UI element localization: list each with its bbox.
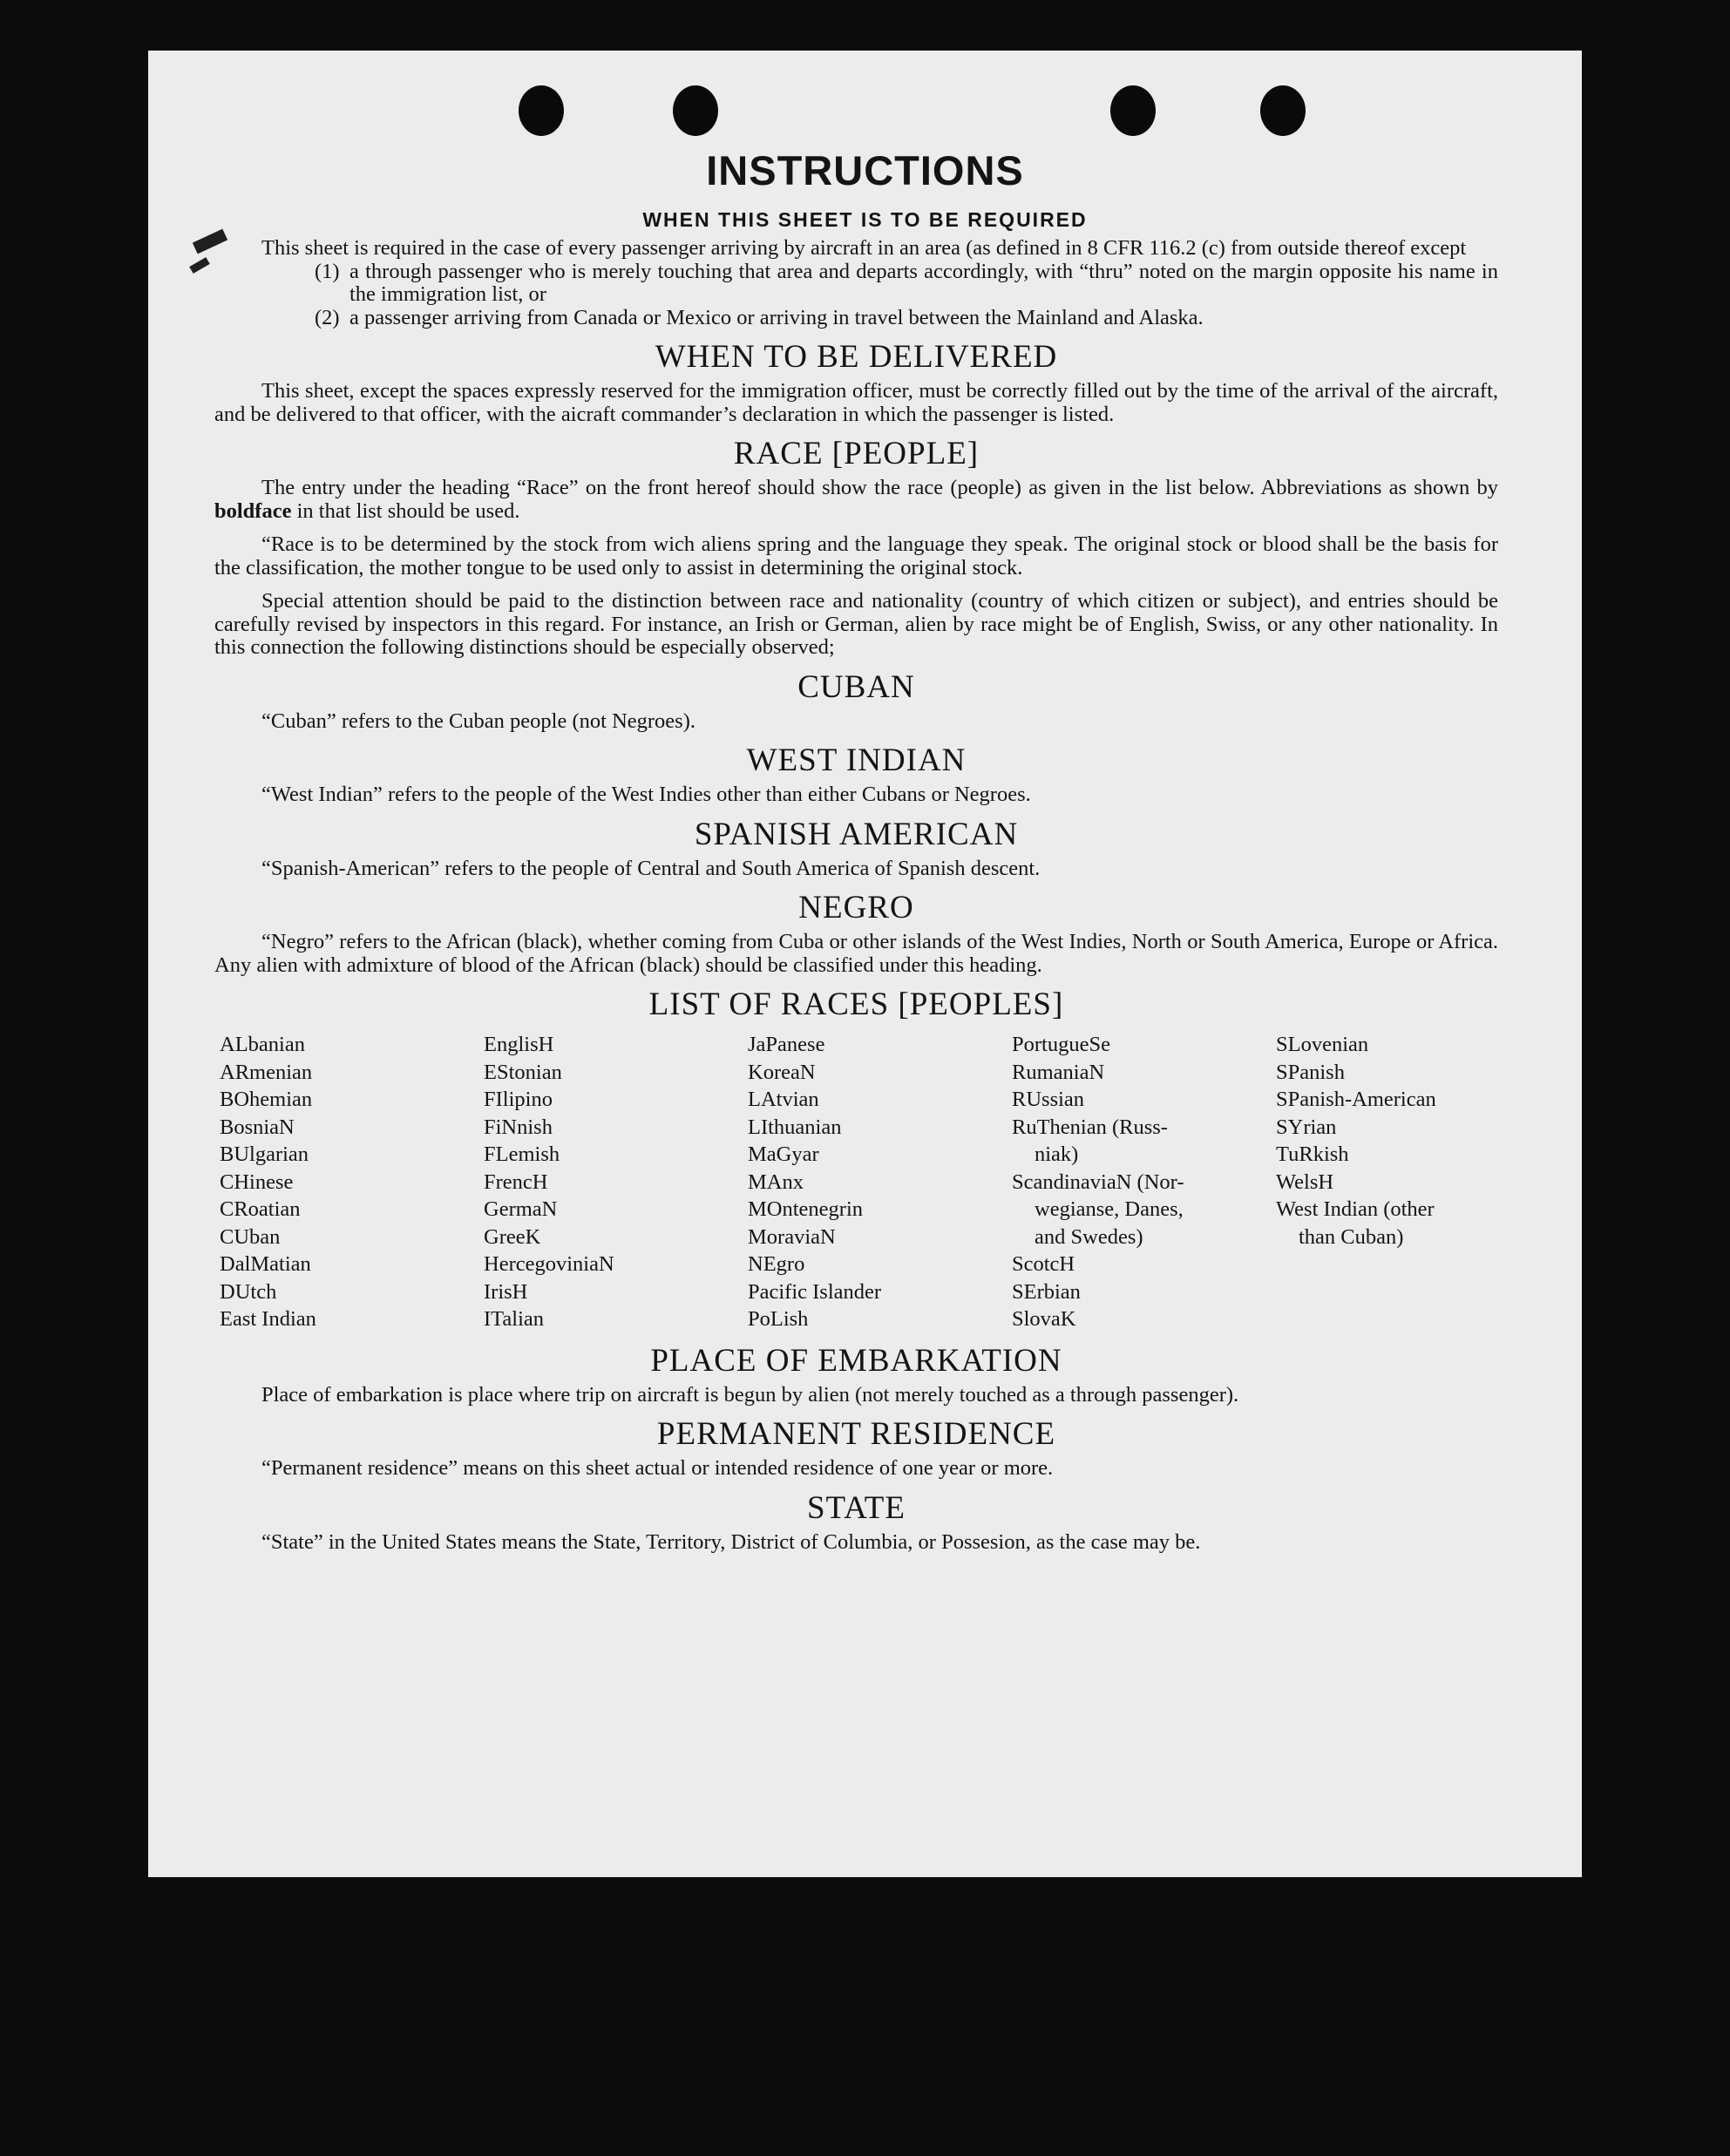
race-entry: JaPanese: [748, 1033, 825, 1056]
race-entry: Pacific Islander: [748, 1279, 882, 1304]
race-entry: PoLish: [748, 1307, 809, 1331]
race-entry: ARmenian: [220, 1060, 313, 1084]
section-heading-negro: NEGRO: [798, 890, 914, 925]
race-entry: East Indian: [220, 1307, 316, 1331]
ink-smudge: [189, 257, 210, 274]
race-entry: RumaniaN: [1012, 1060, 1105, 1084]
race-entry: MaGyar: [748, 1142, 819, 1166]
race-entry: MOntenegrin: [748, 1197, 863, 1221]
race-entry: BOhemian: [220, 1088, 313, 1111]
race-paragraph: Special attention should be paid to the distinction between race and nationality (country of which citizen or subject), and entries should be carefully revised by inspectors in this regard. For instance, an Irish or German, alien by race might be of English, Swiss, or any other nationality. In this connection the following distinctions should be especially observed;: [214, 589, 1498, 659]
race-entry: FrencH: [484, 1170, 548, 1194]
race-entry: DUtch: [220, 1279, 277, 1304]
instruction-sheet: [148, 51, 1582, 1877]
race-entry: ScotcH: [1012, 1252, 1075, 1276]
section-heading-embarkation: PLACE OF EMBARKATION: [650, 1342, 1062, 1379]
race-entry: SErbian: [1012, 1279, 1081, 1304]
state-paragraph: “State” in the United States means the State, Territory, District of Columbia, or Possesion, as the case may be.: [261, 1529, 1201, 1554]
body-text: [214, 237, 1498, 1554]
race-entry: NEgro: [748, 1252, 805, 1276]
race-entry: KoreaN: [748, 1060, 816, 1084]
race-text: in that list should be used.: [291, 498, 520, 523]
race-entry: ALbanian: [220, 1033, 305, 1056]
race-entry: EStonian: [484, 1060, 562, 1084]
race-entry: MoraviaN: [748, 1224, 836, 1249]
race-entry: BUlgarian: [220, 1142, 309, 1166]
section-heading-spanish-american: SPANISH AMERICAN: [694, 816, 1019, 852]
punch-hole: [1260, 85, 1306, 136]
section-heading-race: RACE [PEOPLE]: [733, 436, 980, 471]
race-entry: FLemish: [484, 1142, 560, 1166]
cuban-paragraph: “Cuban” refers to the Cuban people (not Negroes).: [261, 708, 695, 733]
race-entry: RuThenian (Russ-: [1012, 1115, 1168, 1139]
intro-paragraph: This sheet is required in the case of every passenger arriving by aircraft in an area (as defined in 8 CFR 116.2 (c) from outside thereof except: [261, 236, 1467, 260]
race-entry: CHinese: [220, 1170, 294, 1194]
race-entry: MAnx: [748, 1170, 804, 1194]
race-entry: CUban: [220, 1224, 281, 1249]
race-entry: SlovaK: [1012, 1307, 1076, 1331]
punch-hole: [673, 85, 718, 136]
negro-paragraph: “Negro” refers to the African (black), whether coming from Cuba or other islands of the West Indies, North or South America, Europe or Africa. Any alien with admixture of blood of the African (black) should be classified under this heading.: [214, 930, 1498, 977]
race-entry: EnglisH: [484, 1033, 554, 1056]
race-entry: FIlipino: [484, 1088, 553, 1111]
section-heading-west-indian: WEST INDIAN: [746, 742, 967, 778]
race-entry: LAtvian: [748, 1088, 819, 1111]
race-text: The entry under the heading “Race” on the front hereof should show the race (people) as given in the list below. Abbreviations as shown by: [261, 476, 1498, 499]
races-column: [1276, 1031, 1540, 1333]
exception-item: [315, 261, 1498, 307]
race-entry: than Cuban): [1299, 1224, 1404, 1249]
race-entry: ScandinaviaN (Nor-: [1012, 1170, 1184, 1194]
race-entry: TuRkish: [1276, 1142, 1349, 1166]
section-heading-cuban: CUBAN: [797, 668, 915, 705]
residence-paragraph: “Permanent residence” means on this sheet actual or intended residence of one year or more.: [261, 1456, 1054, 1480]
page-subtitle: WHEN THIS SHEET IS TO BE REQUIRED: [642, 208, 1088, 231]
race-entry: RUssian: [1012, 1088, 1085, 1111]
exception-number: (2): [315, 305, 340, 329]
race-entry: SYrian: [1276, 1115, 1337, 1139]
page-title: INSTRUCTIONS: [706, 147, 1024, 193]
race-entry: SLovenian: [1276, 1033, 1369, 1056]
races-column: [1012, 1031, 1276, 1333]
race-entry: niak): [1035, 1142, 1079, 1166]
section-heading-state: STATE: [806, 1489, 906, 1526]
race-entry: SPanish-American: [1276, 1088, 1436, 1111]
race-entry: FiNnish: [484, 1115, 553, 1139]
race-entry: CRoatian: [220, 1197, 301, 1221]
race-entry: GreeK: [484, 1224, 541, 1249]
exception-number: (1): [315, 259, 340, 283]
west-indian-paragraph: “West Indian” refers to the people of the West Indies other than either Cubans or Negroes.: [261, 783, 1031, 806]
race-entry: LIthuanian: [748, 1115, 842, 1139]
section-heading-delivered: WHEN TO BE DELIVERED: [655, 339, 1058, 375]
race-entry: WelsH: [1276, 1170, 1334, 1194]
race-entry: DalMatian: [220, 1252, 311, 1276]
delivered-paragraph: This sheet, except the spaces expressly reserved for the immigration officer, must be correctly filled out by the time of the arrival of the aircraft, and be delivered to that officer, with the aicraft commander’s declaration in which the passenger is listed.: [214, 379, 1498, 426]
section-heading-races-list: LIST OF RACES [PEOPLES]: [648, 986, 1064, 1022]
race-entry: wegianse, Danes,: [1035, 1197, 1184, 1221]
races-column: [748, 1031, 1012, 1333]
race-entry: and Swedes): [1035, 1224, 1143, 1249]
race-entry: West Indian (other: [1276, 1197, 1435, 1221]
section-heading-residence: PERMANENT RESIDENCE: [656, 1416, 1056, 1452]
embarkation-paragraph: Place of embarkation is place where trip on aircraft is begun by alien (not merely touched as a through passenger).: [261, 1382, 1239, 1407]
punch-hole: [519, 85, 564, 136]
exception-text: a through passenger who is merely touching that area and departs accordingly, with “thru” noted on the margin opposite his name in the immigration list, or: [349, 259, 1498, 306]
races-column: [484, 1031, 748, 1333]
boldface-word: boldface: [214, 498, 292, 523]
race-entry: GermaN: [484, 1197, 558, 1221]
punch-hole: [1110, 85, 1156, 136]
race-entry: SPanish: [1276, 1060, 1345, 1084]
races-column: [220, 1031, 484, 1333]
race-entry: ITalian: [484, 1307, 545, 1331]
race-paragraph: [214, 477, 1498, 523]
race-paragraph: “Race is to be determined by the stock from wich aliens spring and the language they speak. The original stock or blood shall be the basis for the classification, the mother tongue to be used only to assist in determining the original stock.: [214, 532, 1498, 580]
race-entry: PortugueSe: [1012, 1033, 1110, 1056]
race-entry: BosniaN: [220, 1115, 295, 1139]
exception-text: a passenger arriving from Canada or Mexico or arriving in travel between the Mainland and Alaska.: [349, 305, 1204, 329]
races-list: [220, 1031, 1498, 1333]
race-entry: IrisH: [484, 1279, 528, 1304]
exception-item: [315, 307, 1498, 330]
race-entry: HercegoviniaN: [484, 1252, 614, 1276]
spanish-american-paragraph: “Spanish-American” refers to the people of Central and South America of Spanish descent.: [261, 856, 1041, 880]
